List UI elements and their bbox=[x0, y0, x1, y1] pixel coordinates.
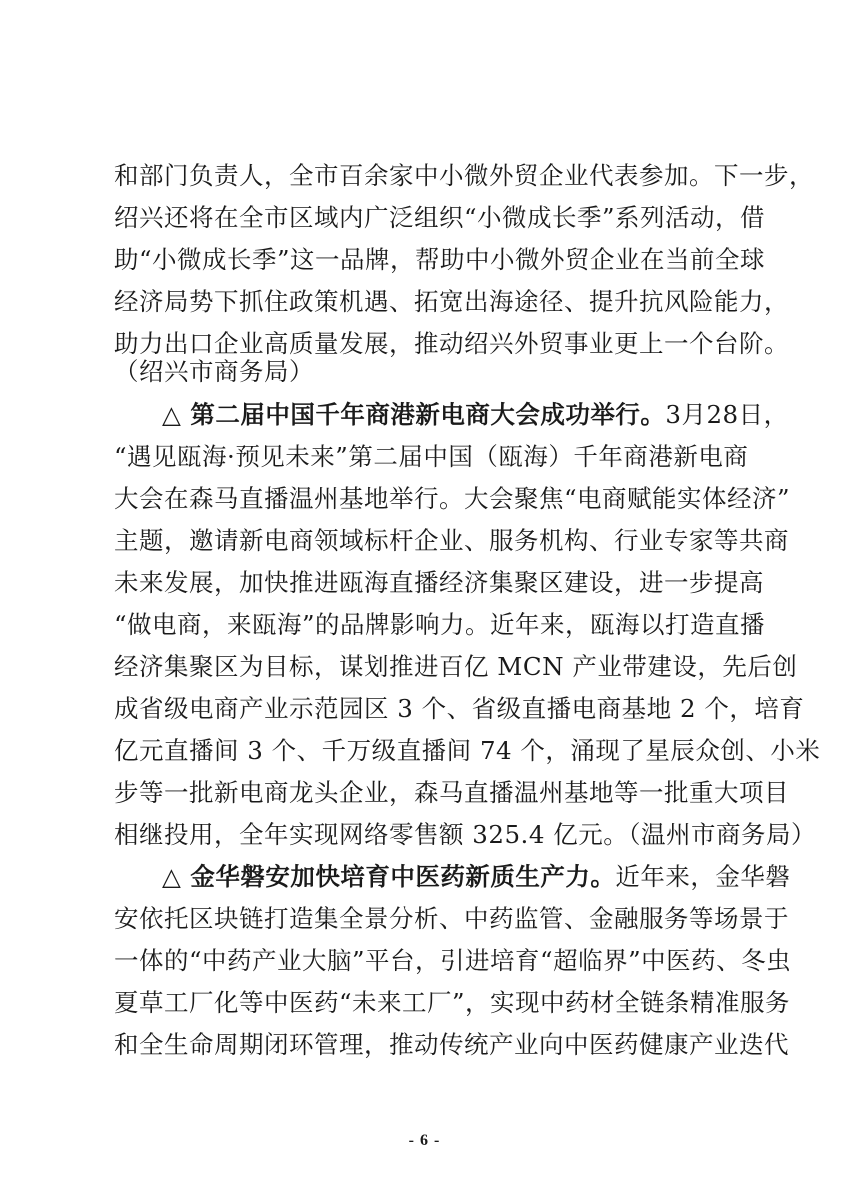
page-number: - 6 - bbox=[408, 1132, 441, 1149]
text-line: 亿元直播间 3 个、千万级直播间 74 个，涌现了星辰众创、小米 bbox=[114, 736, 821, 765]
text-line: 经济局势下抓住政策机遇、拓宽出海途径、提升抗风险能力， bbox=[114, 287, 789, 316]
text-line: 绍兴还将在全市区域内广泛组织“小微成长季”系列活动，借 bbox=[114, 203, 766, 232]
text-line: 成省级电商产业示范园区 3 个、省级直播电商基地 2 个，培育 bbox=[114, 694, 805, 723]
text-line: 和全生命周期闭环管理，推动传统产业向中医药健康产业迭代 bbox=[114, 1030, 789, 1059]
text-line: 大会在森马直播温州基地举行。大会聚焦“电商赋能实体经济” bbox=[114, 484, 791, 513]
text-line: （绍兴市商务局） bbox=[114, 357, 314, 386]
text-line: “遇见瓯海·预见未来”第二届中国（瓯海）千年商港新电商 bbox=[114, 442, 749, 471]
paragraph-heading-line bbox=[162, 395, 789, 435]
text-line: 夏草工厂化等中医药“未来工厂”，实现中药材全链条精准服务 bbox=[114, 988, 791, 1017]
text-line: 安依托区块链打造集全景分析、中药监管、金融服务等场景于 bbox=[114, 904, 789, 933]
text-line: 主题，邀请新电商领域标杆企业、服务机构、行业专家等共商 bbox=[114, 526, 789, 555]
text-line: 和部门负责人，全市百余家中小微外贸企业代表参加。下一步， bbox=[114, 161, 814, 190]
text-line: 经济集聚区为目标，谋划推进百亿 MCN 产业带建设，先后创 bbox=[114, 652, 798, 681]
paragraph-heading-line bbox=[162, 857, 791, 897]
text-line: 一体的“中药产业大脑”平台，引进培育“超临界”中医药、冬虫 bbox=[114, 946, 792, 975]
paragraph-heading: △ 第二届中国千年商港新电商大会成功举行。 bbox=[162, 400, 666, 429]
text-line: 助力出口企业高质量发展，推动绍兴外贸事业更上一个台阶。 bbox=[114, 329, 789, 358]
paragraph-heading: △ 金华磐安加快培育中医药新质生产力。 bbox=[162, 862, 616, 891]
text-line: 助“小微成长季”这一品牌，帮助中小微外贸企业在当前全球 bbox=[114, 245, 766, 274]
text-line: 相继投用，全年实现网络零售额 325.4 亿元。（温州市商务局） bbox=[114, 820, 816, 849]
text-line: “做电商，来瓯海”的品牌影响力。近年来，瓯海以打造直播 bbox=[114, 610, 766, 639]
text-line: 未来发展，加快推进瓯海直播经济集聚区建设，进一步提高 bbox=[114, 568, 764, 597]
heading-line-rest: 近年来，金华磐 bbox=[615, 862, 791, 891]
text-line: 步等一批新电商龙头企业，森马直播温州基地等一批重大项目 bbox=[114, 778, 789, 807]
heading-line-rest: 3月28日， bbox=[665, 400, 789, 429]
